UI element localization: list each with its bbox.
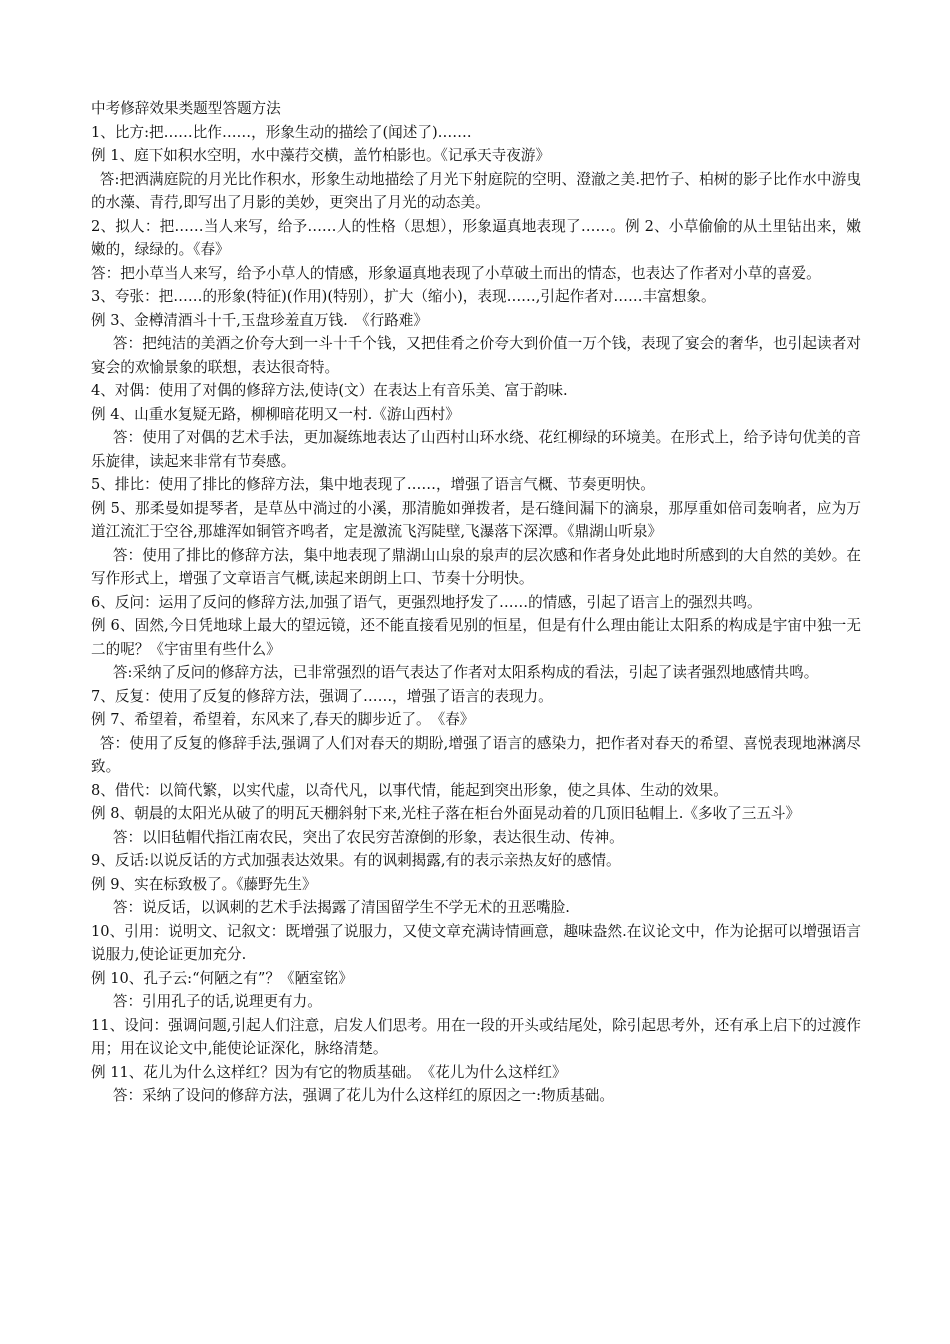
rule-2-personification: 2、拟人：把……当人来写，给予……人的性格（思想），形象逼真地表现了……。例 2、小草偷偷的从土里钻出来，嫩嫩的，绿绿的。《春》 (91, 217, 861, 258)
rule-1-metaphor: 1、比方:把……比作……，形象生动的描绘了(闻述了)……. (91, 123, 472, 141)
rule-8-metonymy: 8、借代：以简代繁，以实代虚，以奇代凡，以事代情，能起到突出形象，使之具体、生动的效果。 (91, 781, 728, 799)
answer-1: 答:把洒满庭院的月光比作积水，形象生动地描绘了月光下射庭院的空明、澄澈之美.把竹子、柏树的影子比作水中游曳的水藻、青荇,即写出了月影的美妙，更突出了月光的动态美。 (91, 170, 861, 211)
rule-4-antithesis: 4、对偶：使用了对偶的修辞方法,使诗(文）在表达上有音乐美、富于韵味. (91, 382, 568, 399)
example-7: 例 7、希望着，希望着，东风来了,春天的脚步近了。 《春》 (91, 711, 475, 728)
rule-3-hyperbole: 3、夸张：把……的形象(特征)(作用)(特别），扩大（缩小)，表现……,引起作者对……丰富想象。 (91, 288, 716, 305)
example-1: 例 1、庭下如积水空明，水中藻荇交横，盖竹柏影也。《记承天寺夜游》 (91, 147, 551, 164)
answer-11: 答：采纳了设问的修辞方法，强调了花儿为什么这样红的原因之一:物质基础。 (112, 1087, 614, 1104)
example-11: 例 11、花儿为什么这样红？因为有它的物质基础。 《花儿为什么这样红》 (91, 1063, 567, 1081)
answer-4: 答：使用了对偶的艺术手法，更加凝练地表达了山西村山环水绕、花红柳绿的环境美。在形式上，给予诗句优美的音乐旋律，读起来非常有节奏感。 (91, 429, 861, 470)
answer-2: 答：把小草当人来写，给予小草人的情感，形象逼真地表现了小草破土而出的情态，也表达了作者对小草的喜爱。 (91, 264, 821, 282)
answer-5: 答：使用了排比的修辞方法，集中地表现了鼎湖山山泉的泉声的层次感和作者身处此地时所感到的大自然的美妙。在写作形式上，增强了文章语言气概,读起来朗朗上口、节奏十分明快。 (91, 546, 861, 587)
rule-11-hypophora: 11、设问：强调问题,引起人们注意，启发人们思考。用在一段的开头或结尾处，除引起思考外，还有承上启下的过渡作用；用在议论文中,能使论证深化，脉络清楚。 (91, 1016, 861, 1057)
example-9: 例 9、实在标致极了。《藤野先生》 (91, 875, 317, 893)
answer-10: 答：引用孔子的话,说理更有力。 (112, 993, 322, 1010)
answer-8: 答：以旧毡帽代指江南农民，突出了农民穷苦潦倒的形象，表达很生动、传神。 (112, 828, 624, 846)
example-6: 例 6、固然,今日凭地球上最大的望远镜，还不能直接看见别的恒星，但是有什么理由能让太阳系的构成是宇宙中独一无二的呢？《宇宙里有些什么》 (91, 617, 861, 658)
example-5: 例 5、那柔曼如提琴者，是草丛中淌过的小溪，那清脆如弹拨者，是石缝间漏下的滴泉，那厚重如倍司轰响者，应为万道江流汇于空谷,那雄浑如铜管齐鸣者，定是激流飞泻陡壁,飞瀑落下深潭。《鼎湖山听泉》 (91, 499, 861, 540)
rule-9-irony: 9、反话:以说反话的方式加强表达效果。有的讽刺揭露,有的表示亲热友好的感情。 (91, 852, 621, 869)
document-page (91, 97, 861, 1108)
example-3: 例 3、金樽清酒斗十千,玉盘珍羞直万钱. 《行路难》 (91, 311, 428, 329)
rule-7-repetition: 7、反复：使用了反复的修辞方法，强调了……，增强了语言的表现力。 (91, 687, 553, 705)
example-10: 例 10、孔子云:“何陋之有”？《陋室铭》 (91, 969, 353, 987)
rule-10-quotation: 10、引用：说明文、记叙文：既增强了说服力，又使文章充满诗情画意，趣味盎然.在议论文中，作为论据可以增强语言说服力,使论证更加充分. (91, 922, 861, 963)
rule-6-rhetorical-question: 6、反问：运用了反问的修辞方法,加强了语气，更强烈地抒发了……的情感，引起了语言上的强烈共鸣。 (91, 593, 762, 611)
rule-5-parallelism: 5、排比：使用了排比的修辞方法，集中地表现了……，增强了语言气概、节奏更明快。 (91, 476, 655, 493)
answer-3: 答：把纯洁的美酒之价夸大到一斗十千个钱，又把佳肴之价夸大到价值一万个钱，表现了宴会的奢华，也引起读者对宴会的欢愉景象的联想，表达很奇特。 (91, 335, 861, 376)
answer-9: 答：说反话，以讽刺的艺术手法揭露了清国留学生不学无术的丑恶嘴脸. (112, 899, 570, 916)
example-8: 例 8、朝晨的太阳光从破了的明瓦天棚斜射下来,光柱子落在柜台外面晃动着的几顶旧毡帽上.《多收了三五斗》 (91, 805, 801, 822)
answer-6: 答:采纳了反问的修辞方法，已非常强烈的语气表达了作者对太阳系构成的看法，引起了读者强烈地感情共鸣。 (112, 664, 819, 681)
answer-7: 答：使用了反复的修辞手法,强调了人们对春天的期盼,增强了语言的感染力，把作者对春天的希望、喜悦表现地淋漓尽致。 (91, 734, 861, 775)
example-4: 例 4、山重水复疑无路，柳柳暗花明又一村.《游山西村》 (91, 405, 460, 423)
document-title: 中考修辞效果类题型答题方法 (91, 100, 281, 117)
